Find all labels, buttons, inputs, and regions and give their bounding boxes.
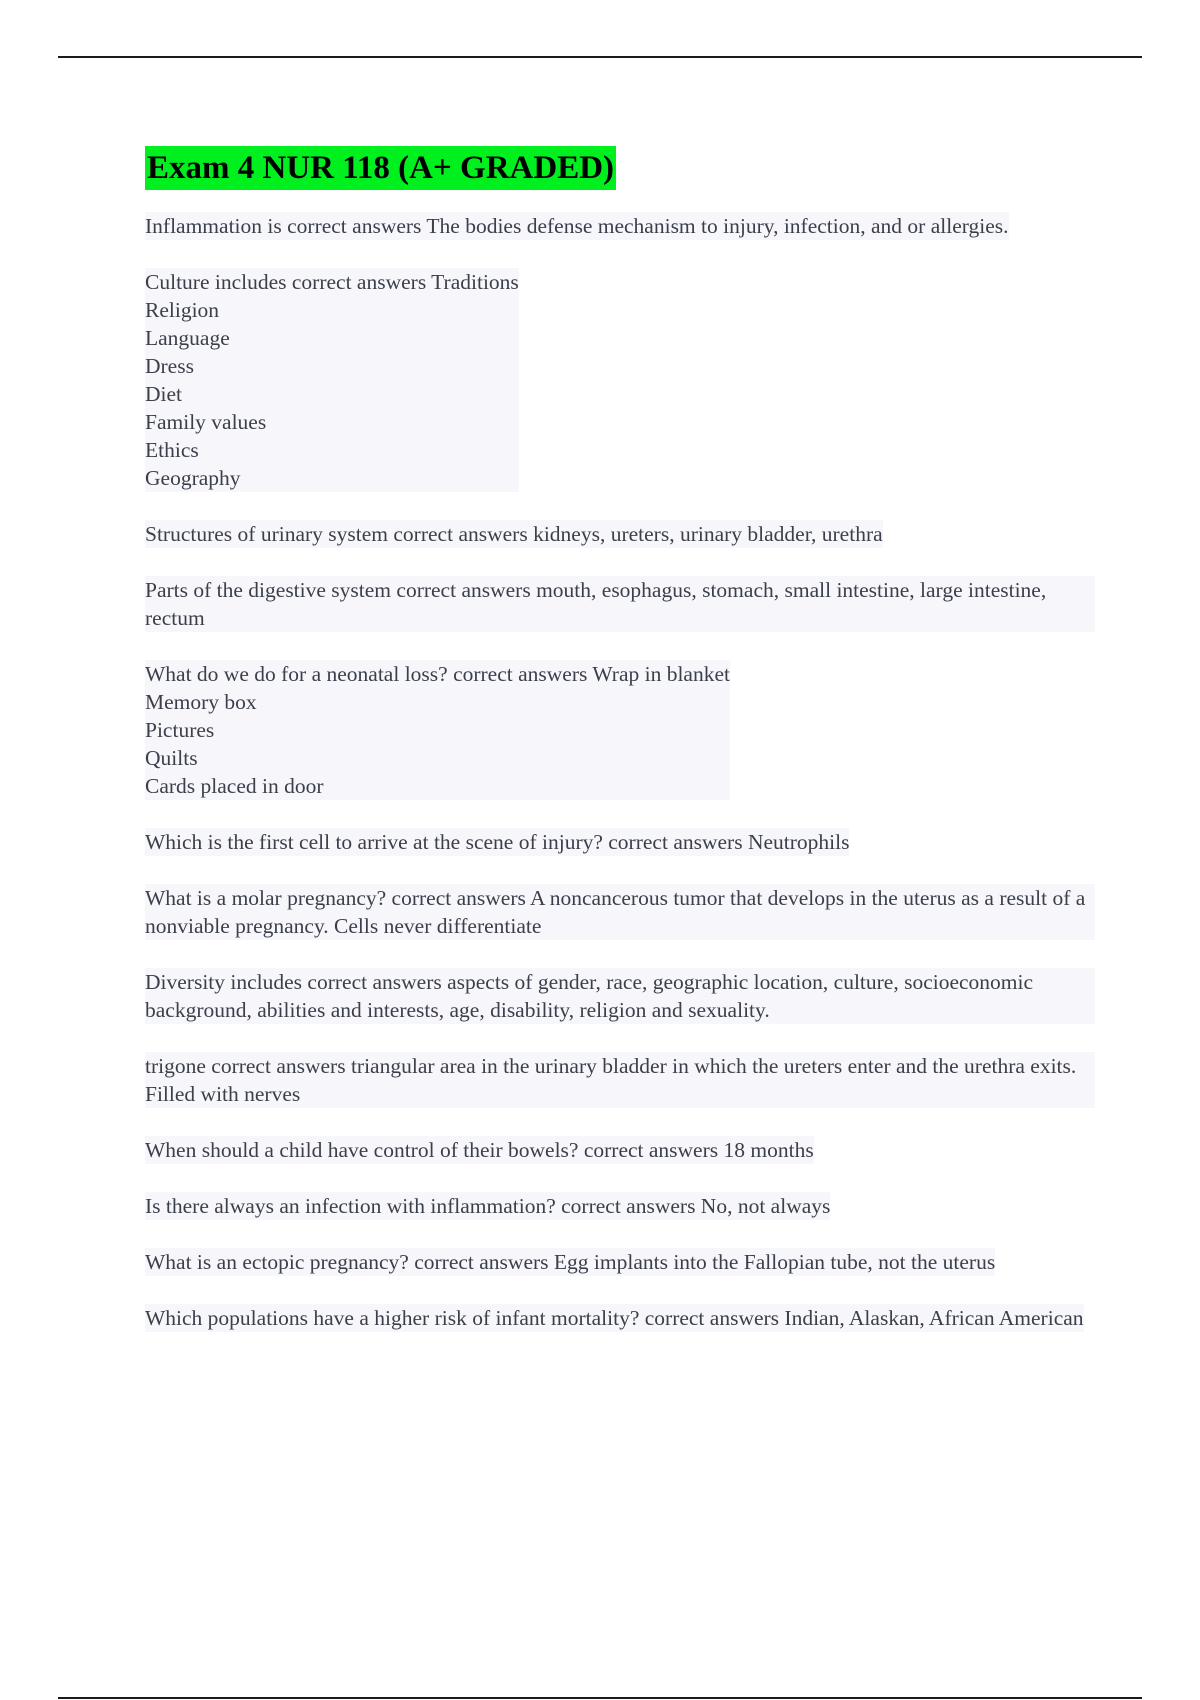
qa-item	[145, 968, 1095, 1024]
qa-text: Culture includes correct answers Traditions Religion Language Dress Diet Family values Ethics Geography	[145, 270, 519, 490]
qa-text: What is a molar pregnancy? correct answers A noncancerous tumor that develops in the uterus as a result of a nonviable pregnancy. Cells never differentiate	[145, 884, 1095, 940]
qa-item	[145, 1136, 1095, 1164]
qa-text: Which is the first cell to arrive at the scene of injury? correct answers Neutrophils	[145, 830, 850, 854]
qa-item	[145, 1192, 1095, 1220]
footer-rule	[58, 1697, 1142, 1699]
qa-list	[145, 212, 1095, 1332]
qa-text: What do we do for a neonatal loss? correct answers Wrap in blanket Memory box Pictures Quilts Cards placed in door	[145, 662, 730, 798]
qa-item	[145, 268, 1095, 492]
qa-item	[145, 660, 1095, 800]
qa-text: Parts of the digestive system correct answers mouth, esophagus, stomach, small intestine, large intestine, rectum	[145, 576, 1095, 632]
qa-item	[145, 1052, 1095, 1108]
qa-item	[145, 520, 1095, 548]
qa-item	[145, 1304, 1095, 1332]
qa-item	[145, 576, 1095, 632]
qa-text: What is an ectopic pregnancy? correct answers Egg implants into the Fallopian tube, not the uterus	[145, 1250, 996, 1274]
qa-text: trigone correct answers triangular area in the urinary bladder in which the ureters enter and the urethra exits. Filled with nerves	[145, 1052, 1095, 1108]
qa-text: Inflammation is correct answers The bodies defense mechanism to injury, infection, and or allergies.	[145, 214, 1009, 238]
document-title: Exam 4 NUR 118 (A+ GRADED)	[145, 146, 616, 190]
qa-text: Structures of urinary system correct answers kidneys, ureters, urinary bladder, urethra	[145, 522, 883, 546]
qa-text: Is there always an infection with inflammation? correct answers No, not always	[145, 1194, 831, 1218]
qa-text: Which populations have a higher risk of infant mortality? correct answers Indian, Alaskan, African American	[145, 1306, 1084, 1330]
qa-text: Diversity includes correct answers aspects of gender, race, geographic location, culture, socioeconomic background, abilities and interests, age, disability, religion and sexuality.	[145, 968, 1095, 1024]
document-body	[145, 146, 1095, 1360]
qa-text: When should a child have control of their bowels? correct answers 18 months	[145, 1138, 814, 1162]
header-rule	[58, 56, 1142, 58]
qa-item	[145, 212, 1095, 240]
qa-item	[145, 828, 1095, 856]
qa-item	[145, 884, 1095, 940]
qa-item	[145, 1248, 1095, 1276]
